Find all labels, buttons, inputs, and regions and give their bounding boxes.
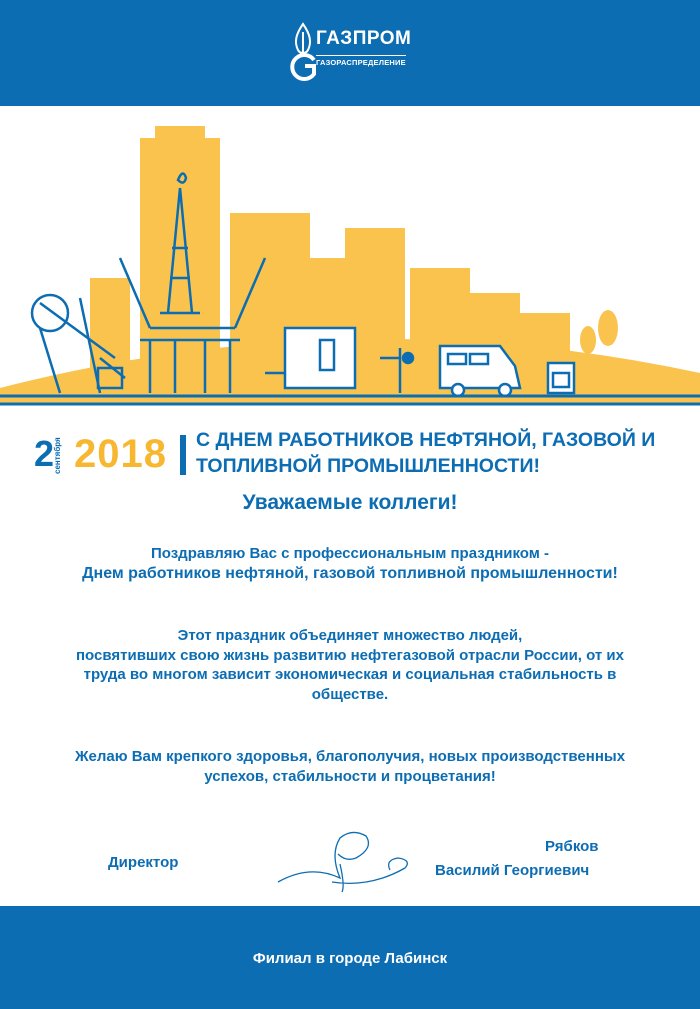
date-month: сентября [53,437,62,474]
gazprom-flame-icon [286,22,320,84]
paragraph-wishes [20,747,680,786]
headline [196,427,676,479]
headline-line-2: ТОПЛИВНОЙ ПРОМЫШЛЕННОСТИ! [196,455,540,477]
signatory-given-names: Василий Георгиевич [435,862,590,879]
logo-subtitle: ГАЗОРАСПРЕДЕЛЕНИЕ [316,55,406,67]
date-year: 2018 [74,432,167,476]
paragraph-holiday-description [20,626,680,704]
paragraph-line: Этот праздник объединяет множество людей, [177,627,523,644]
industry-illustration [0,118,700,418]
date-divider [180,435,186,475]
gazprom-logo [286,22,416,84]
paragraph-line: труда во многом зависит экономическая и социальная стабильность в [83,666,617,683]
handwritten-signature [270,824,420,896]
signatory-surname: Рябков [545,838,599,855]
paragraph-line: Поздравляю Вас с профессиональным праздником - [150,545,550,562]
paragraph-line: посвятивших свою жизнь развитию нефтегазовой отрасли России, от их [76,646,624,664]
logo-wordmark: ГАЗПРОМ [316,28,412,49]
holiday-date [34,432,194,478]
paragraph-line: успехов, стабильности и процветания! [204,767,496,785]
paragraph-line: обществе. [311,685,389,703]
paragraph-line: Желаю Вам крепкого здоровья, благополучия, новых производственных [74,748,626,765]
paragraph-line: Днем работников нефтяной, газовой топливной промышленности! [82,564,618,582]
greeting: Уважаемые коллеги! [242,491,458,514]
signatory-role: Директор [108,854,179,871]
headline-line-1: С ДНЕМ РАБОТНИКОВ НЕФТЯНОЙ, ГАЗОВОЙ И [196,429,656,451]
stove-icon [548,363,574,393]
header-bar [0,0,700,106]
paragraph-congratulation [20,544,680,583]
date-day: 2 [34,433,55,474]
branch-name: Филиал в городе Лабинск [252,950,448,967]
